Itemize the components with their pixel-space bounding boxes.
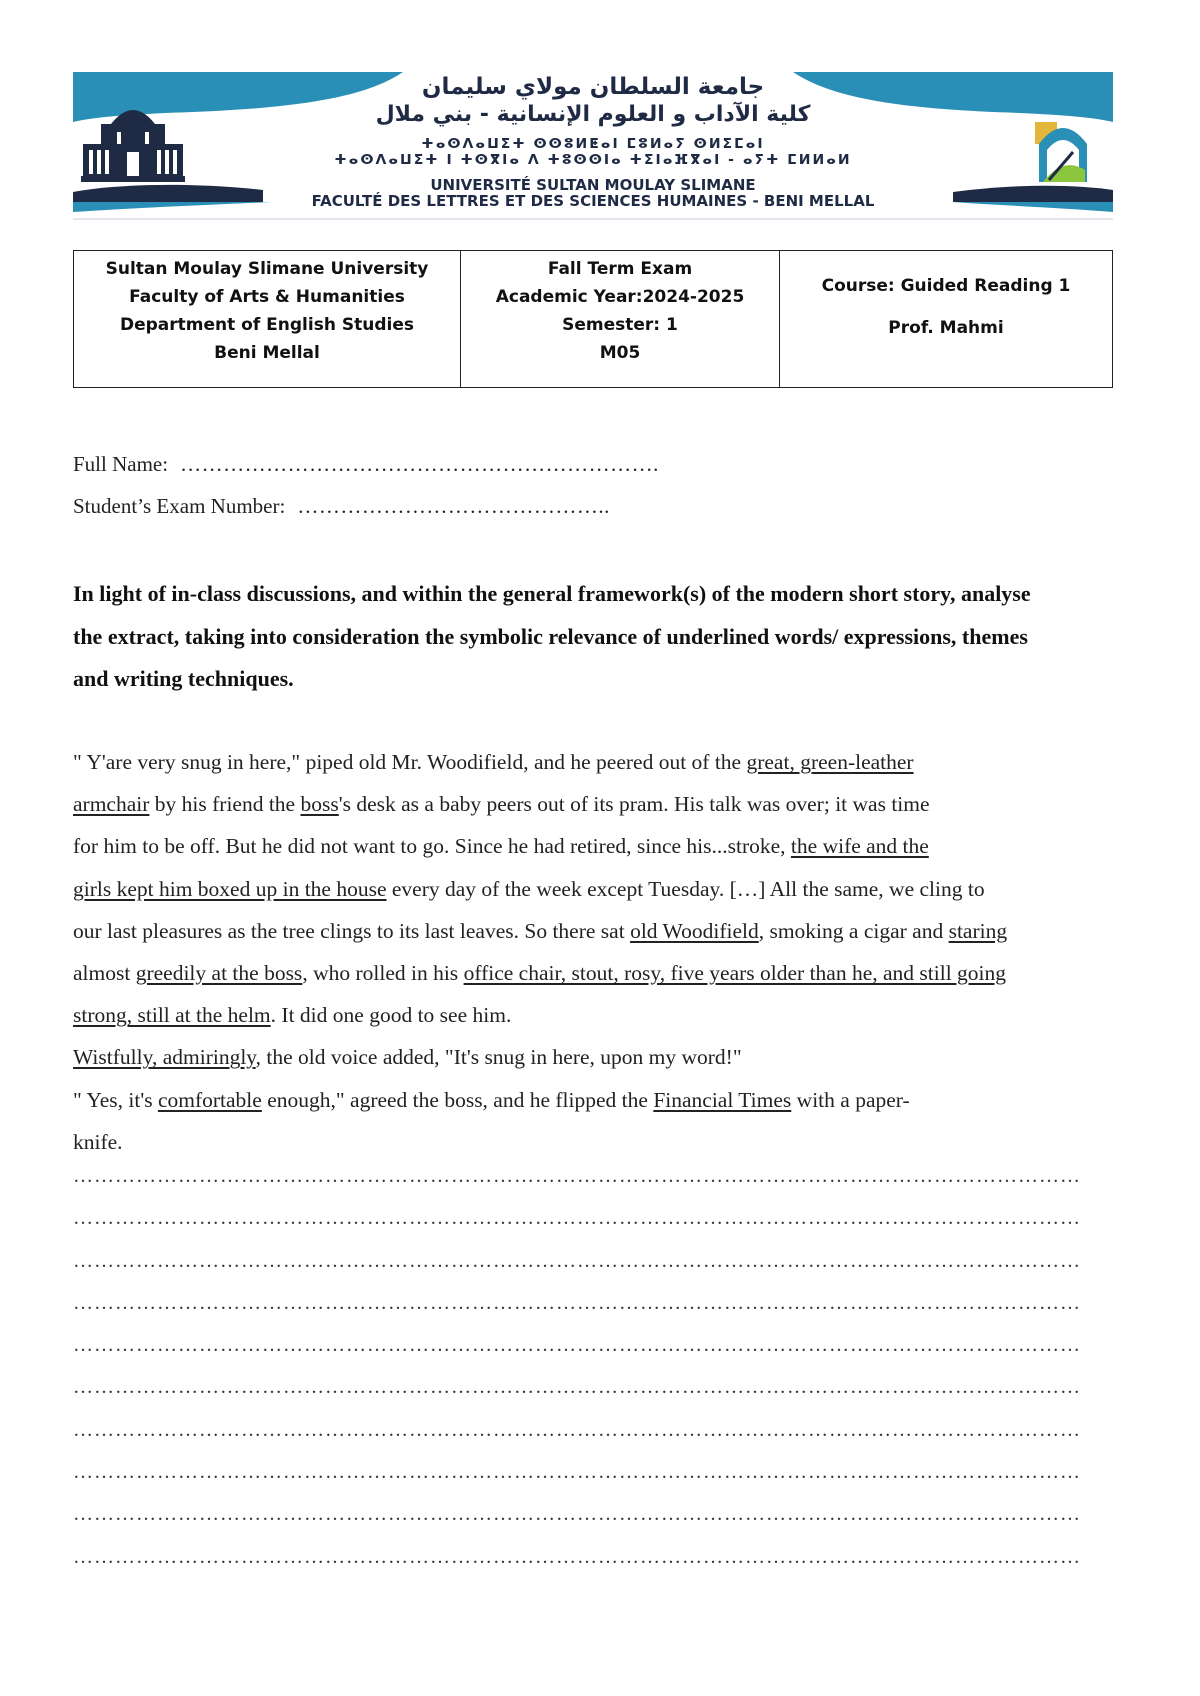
professor-name: Prof. Mahmi <box>888 318 1004 338</box>
university-name: Sultan Moulay Slimane University <box>105 259 429 279</box>
underlined-expression: staring <box>948 918 1008 943</box>
passage-text: every day of the week except Tuesday. […] All the same, we cling to <box>386 876 985 901</box>
passage-text: with a paper- <box>791 1087 910 1112</box>
story-extract <box>73 741 1143 1163</box>
exam-info-table <box>73 250 1113 388</box>
answer-line[interactable]: ……………………………………………………………………………………………………………………………… <box>73 1545 1081 1568</box>
city-name: Beni Mellal <box>214 343 320 363</box>
answer-line[interactable]: ……………………………………………………………………………………………………………………………… <box>73 1418 1081 1441</box>
passage-text: , the old voice added, "It's snug in here, upon my word!" <box>255 1045 742 1070</box>
semester: Semester: 1 <box>562 315 678 335</box>
underlined-expression: boss <box>300 792 339 817</box>
answer-line[interactable]: ……………………………………………………………………………………………………………………………… <box>73 1334 1081 1357</box>
exam-number-blank[interactable]: …………………………………….. <box>297 494 610 518</box>
exam-number-field[interactable] <box>73 494 610 519</box>
passage-line <box>73 994 1143 1036</box>
answer-line[interactable]: ……………………………………………………………………………………………………………………………… <box>73 1165 1081 1187</box>
answer-line[interactable]: ……………………………………………………………………………………………………………………………… <box>73 1291 1081 1314</box>
passage-text: . It did one good to see him. <box>270 1003 512 1028</box>
instruction-line: and writing techniques. <box>73 666 294 691</box>
passage-line <box>73 741 1143 783</box>
arabic-university-name: جامعة السلطان مولاي سليمان <box>421 74 765 100</box>
full-name-label: Full Name: <box>73 452 169 476</box>
full-name-blank[interactable]: …………………………………………………………. <box>180 452 659 476</box>
passage-text: " Y'are very snug in here," piped old Mr. Woodifield, and he peered out of the <box>73 750 747 774</box>
french-university-name: UNIVERSITÉ SULTAN MOULAY SLIMANE <box>430 176 756 194</box>
passage-text: by his friend the <box>149 792 301 817</box>
course-name: Course: Guided Reading 1 <box>821 276 1071 296</box>
underlined-expression: girls kept him boxed up in the house <box>73 876 387 901</box>
underlined-expression: old Woodifield <box>630 918 759 943</box>
academic-year: Academic Year:2024-2025 <box>495 287 745 307</box>
passage-line <box>73 952 1143 994</box>
passage-text: enough," agreed the boss, and he flipped the <box>261 1087 654 1112</box>
underlined-expression: comfortable <box>157 1087 262 1112</box>
passage-text: our last pleasures as the tree clings to its last leaves. So there sat <box>73 918 631 943</box>
university-banner <box>73 72 1113 220</box>
answer-line[interactable]: ……………………………………………………………………………………………………………………………… <box>73 1503 1081 1526</box>
passage-line <box>73 1121 1143 1163</box>
arabic-faculty-name: كلية الآداب و العلوم الإنسانية - بني ملال <box>375 102 811 127</box>
full-name-field[interactable] <box>73 452 659 477</box>
passage-text: 's desk as a baby peers out of its pram. His talk was over; it was time <box>338 792 930 817</box>
answer-line[interactable]: ……………………………………………………………………………………………………………………………… <box>73 1461 1081 1484</box>
underlined-expression: the wife and the <box>790 834 929 859</box>
underlined-expression: Wistfully, admiringly <box>73 1045 256 1070</box>
passage-text: , smoking a cigar and <box>758 918 949 943</box>
underlined-expression: greedily at the boss <box>135 961 303 986</box>
passage-line <box>73 825 1143 867</box>
answer-line[interactable]: ……………………………………………………………………………………………………………………………… <box>73 1249 1081 1272</box>
exam-title: Fall Term Exam <box>547 259 693 279</box>
exam-number-label: Student’s Exam Number: <box>73 494 286 518</box>
passage-text: almost <box>73 961 136 986</box>
tifinagh-university-name: ⵜⴰⵙⴷⴰⵡⵉⵜ ⵙⵙⵓⵍⵟⴰⵏ ⵎⵓⵍⴰⵢ ⵙⵍⵉⵎⴰⵏ <box>421 136 765 152</box>
passage-line <box>73 783 1143 825</box>
instruction-line: In light of in-class discussions, and within the general framework(s) of the modern short story, analyse <box>73 581 1031 606</box>
underlined-expression: strong, still at the helm <box>73 1003 271 1028</box>
faculty-name: Faculty of Arts & Humanities <box>129 287 405 307</box>
exam-instruction <box>73 573 1143 701</box>
underlined-expression: office chair, stout, rosy, five years older than he, and still going <box>463 961 1007 986</box>
instruction-line: the extract, taking into consideration the symbolic relevance of underlined words/ expressions, themes <box>73 623 1028 649</box>
answer-line[interactable]: ……………………………………………………………………………………………………………………………… <box>73 1207 1081 1230</box>
passage-text: " Yes, it's <box>73 1087 158 1112</box>
underlined-expression: great, green-leather <box>746 750 914 774</box>
department-name: Department of English Studies <box>120 315 414 335</box>
module-code: M05 <box>599 343 641 363</box>
passage-line <box>73 910 1143 952</box>
passage-line <box>73 1036 1143 1078</box>
passage-text: , who rolled in his <box>302 961 464 986</box>
passage-line <box>73 868 1143 910</box>
tifinagh-faculty-name: ⵜⴰⵙⴷⴰⵡⵉⵜ ⵏ ⵜⵙⴳⵏⴰ ⴷ ⵜⵓⵙⵙⵏⴰ ⵜⵉⵏⴰⴼⴳⴰⵏ - ⴰⵢⵜ ⵎⵍⵍⴰⵍ <box>334 152 852 168</box>
french-faculty-name: FACULTÉ DES LETTRES ET DES SCIENCES HUMAINES - BENI MELLAL <box>311 192 875 210</box>
course-cell <box>780 251 1112 387</box>
exam-cell <box>461 251 780 387</box>
passage-line <box>73 1079 1143 1121</box>
passage-text: knife. <box>73 1129 123 1154</box>
answer-line[interactable]: ……………………………………………………………………………………………………………………………… <box>73 1376 1081 1399</box>
passage-text: for him to be off. But he did not want to go. Since he had retired, since his...stroke, <box>73 834 791 859</box>
institution-cell <box>74 251 461 387</box>
underlined-expression: armchair <box>73 792 150 817</box>
underlined-expression: Financial Times <box>653 1087 792 1112</box>
answer-area[interactable] <box>73 1165 1133 1588</box>
